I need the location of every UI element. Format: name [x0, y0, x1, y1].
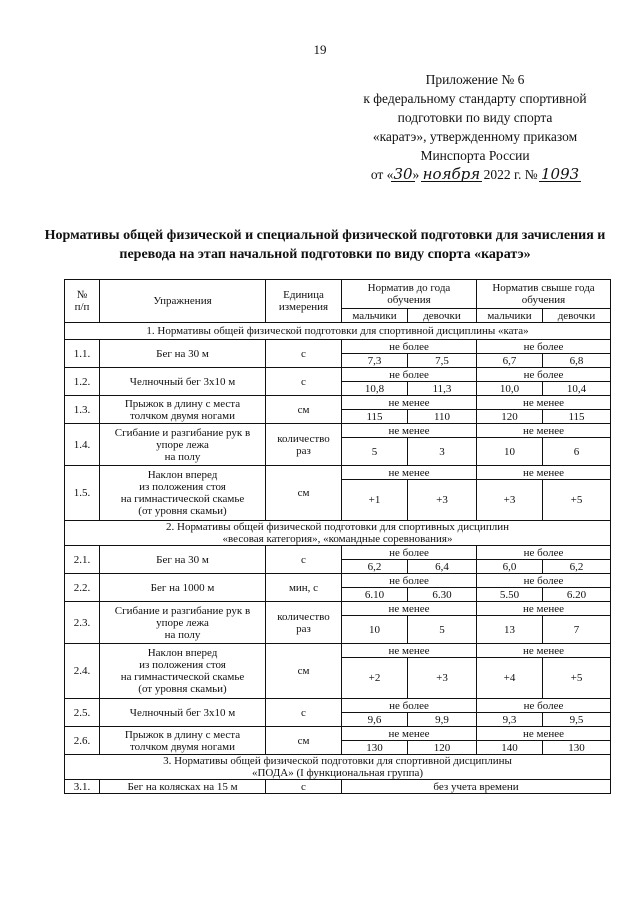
row-num: 2.3.: [65, 602, 100, 644]
value-cell: 140: [477, 741, 543, 755]
value-cell: 6,2: [543, 560, 611, 574]
header-num: № п/п: [65, 280, 100, 323]
header-girls: девочки: [408, 309, 477, 323]
row-unit: см: [266, 396, 342, 424]
table-row: [65, 699, 611, 713]
value-cell: 130: [342, 741, 408, 755]
value-cell: +1: [342, 480, 408, 521]
row-num: 1.5.: [65, 466, 100, 521]
value-cell: 6,7: [477, 354, 543, 368]
table-row: [65, 644, 611, 658]
row-condition: не более: [477, 368, 611, 382]
value-cell: 13: [477, 616, 543, 644]
page-number: 19: [313, 42, 327, 57]
row-unit: с: [266, 780, 342, 794]
row-exercise: Бег на 1000 м: [100, 574, 266, 602]
value-cell: 110: [408, 410, 477, 424]
table-row: [65, 424, 611, 438]
value-cell: 5: [408, 616, 477, 644]
table-row: [65, 546, 611, 560]
value-cell: 9,5: [543, 713, 611, 727]
row-num: 2.4.: [65, 644, 100, 699]
row-exercise: Бег на 30 м: [100, 546, 266, 574]
appendix-line: Приложение № 6: [425, 72, 525, 87]
value-cell: +3: [408, 480, 477, 521]
value-cell: +3: [408, 658, 477, 699]
section-title: 3. Нормативы общей физической подготовки для спортивной дисциплины «ПОДА» (I функциональная группа): [65, 755, 611, 780]
appendix-line: к федеральному стандарту спортивной: [363, 91, 587, 106]
value-cell: 11,3: [408, 382, 477, 396]
row-exercise: Челночный бег 3х10 м: [100, 699, 266, 727]
row-condition: не менее: [342, 424, 477, 438]
row-num: 2.2.: [65, 574, 100, 602]
header-girls: девочки: [543, 309, 611, 323]
row-exercise: Челночный бег 3х10 м: [100, 368, 266, 396]
row-condition: не более: [477, 546, 611, 560]
row-num: 1.2.: [65, 368, 100, 396]
appendix-line: подготовки по виду спорта: [397, 110, 553, 125]
row-unit: с: [266, 340, 342, 368]
section-row: [65, 323, 611, 340]
order-number: 1093: [540, 165, 580, 183]
value-cell: 7: [543, 616, 611, 644]
value-cell: 9,6: [342, 713, 408, 727]
section-title: 2. Нормативы общей физической подготовки для спортивных дисциплин «весовая категория», «командные соревнования»: [65, 521, 611, 546]
date-prefix: от «: [370, 167, 394, 182]
row-condition: не более: [477, 699, 611, 713]
appendix-block: [340, 70, 610, 184]
value-cell: +2: [342, 658, 408, 699]
row-exercise: Наклон вперед из положения стоя на гимнастической скамье (от уровня скамьи): [100, 644, 266, 699]
value-cell: +5: [543, 480, 611, 521]
value-cell: 6.30: [408, 588, 477, 602]
date-month: ноября: [422, 165, 481, 183]
row-unit: с: [266, 699, 342, 727]
header-exercise: Упражнения: [100, 280, 266, 323]
row-condition: не более: [342, 368, 477, 382]
row-exercise: Бег на колясках на 15 м: [100, 780, 266, 794]
value-cell: 120: [408, 741, 477, 755]
row-unit: с: [266, 546, 342, 574]
row-condition: не менее: [477, 644, 611, 658]
value-cell: +3: [477, 480, 543, 521]
row-condition: не более: [342, 546, 477, 560]
table-row: [65, 574, 611, 588]
value-cell: 6,8: [543, 354, 611, 368]
header-boys: мальчики: [342, 309, 408, 323]
row-unit: см: [266, 727, 342, 755]
row-num: 2.6.: [65, 727, 100, 755]
row-condition: не менее: [477, 727, 611, 741]
row-condition: не менее: [342, 644, 477, 658]
value-cell: 7,3: [342, 354, 408, 368]
row-num: 2.1.: [65, 546, 100, 574]
row-condition: не менее: [477, 602, 611, 616]
row-exercise: Прыжок в длину с места толчком двумя ногами: [100, 396, 266, 424]
row-unit: количество раз: [266, 424, 342, 466]
row-condition: не более: [477, 574, 611, 588]
value-cell: 6,2: [342, 560, 408, 574]
value-cell: 120: [477, 410, 543, 424]
value-cell: +5: [543, 658, 611, 699]
appendix-line: «каратэ», утвержденному приказом: [372, 129, 578, 144]
row-unit: количество раз: [266, 602, 342, 644]
row-num: 1.3.: [65, 396, 100, 424]
section-row: [65, 521, 611, 546]
value-cell: 10: [342, 616, 408, 644]
row-num: 1.1.: [65, 340, 100, 368]
table-row: [65, 780, 611, 794]
row-unit: с: [266, 368, 342, 396]
date-mid: »: [412, 167, 420, 182]
row-num: 2.5.: [65, 699, 100, 727]
value-cell: 10,4: [543, 382, 611, 396]
value-cell: 115: [342, 410, 408, 424]
section-title: 1. Нормативы общей физической подготовки для спортивной дисциплины «ката»: [65, 323, 611, 340]
row-condition: не менее: [342, 396, 477, 410]
value-cell: 6,4: [408, 560, 477, 574]
value-cell: 7,5: [408, 354, 477, 368]
value-cell: 3: [408, 438, 477, 466]
header-boys: мальчики: [477, 309, 543, 323]
table-row: [65, 396, 611, 410]
header-unit: Единица измерения: [266, 280, 342, 323]
row-condition: не менее: [477, 424, 611, 438]
value-cell: 130: [543, 741, 611, 755]
row-exercise: Сгибание и разгибание рук в упоре лежа на полу: [100, 602, 266, 644]
row-exercise: Прыжок в длину с места толчком двумя ногами: [100, 727, 266, 755]
table-row: [65, 602, 611, 616]
row-exercise: Сгибание и разгибание рук в упоре лежа на полу: [100, 424, 266, 466]
table-row: [65, 340, 611, 354]
row-exercise: Наклон вперед из положения стоя на гимнастической скамье (от уровня скамьи): [100, 466, 266, 521]
row-unit: см: [266, 644, 342, 699]
section-row: [65, 755, 611, 780]
row-condition: не менее: [342, 602, 477, 616]
row-condition: не более: [342, 574, 477, 588]
value-cell: +4: [477, 658, 543, 699]
value-cell: 10,8: [342, 382, 408, 396]
value-cell: 9,9: [408, 713, 477, 727]
row-unit: мин, с: [266, 574, 342, 602]
row-condition: не менее: [477, 396, 611, 410]
table-row: [65, 466, 611, 480]
document-title: Нормативы общей физической и специальной физической подготовки для зачисления и перевода на этап начальной подготовки по виду спорта «каратэ»: [44, 228, 606, 262]
value-cell: 6,0: [477, 560, 543, 574]
row-condition: не менее: [477, 466, 611, 480]
header-norm-to-year: Норматив до года обучения: [342, 280, 477, 309]
row-condition: не более: [342, 340, 477, 354]
row-exercise: Бег на 30 м: [100, 340, 266, 368]
date-day: 30: [393, 165, 413, 183]
value-cell: 10,0: [477, 382, 543, 396]
table-row: [65, 368, 611, 382]
value-cell: 6.10: [342, 588, 408, 602]
value-cell: 6.20: [543, 588, 611, 602]
row-condition: не менее: [342, 466, 477, 480]
value-cell: 5: [342, 438, 408, 466]
row-condition: не более: [477, 340, 611, 354]
appendix-line: Минспорта России: [420, 148, 530, 163]
header-norm-over-year: Норматив свыше года обучения: [477, 280, 611, 309]
value-cell: 5.50: [477, 588, 543, 602]
row-condition: не менее: [342, 727, 477, 741]
value-cell: 10: [477, 438, 543, 466]
value-cell: 9,3: [477, 713, 543, 727]
row-condition: не более: [342, 699, 477, 713]
value-cell: 115: [543, 410, 611, 424]
row-unit: см: [266, 466, 342, 521]
date-year: 2022 г. №: [483, 167, 538, 182]
row-num: 1.4.: [65, 424, 100, 466]
table-row: [65, 727, 611, 741]
row-note: без учета времени: [342, 780, 611, 794]
row-num: 3.1.: [65, 780, 100, 794]
norms-table: [64, 279, 611, 794]
order-date-line: [340, 165, 610, 184]
value-cell: 6: [543, 438, 611, 466]
